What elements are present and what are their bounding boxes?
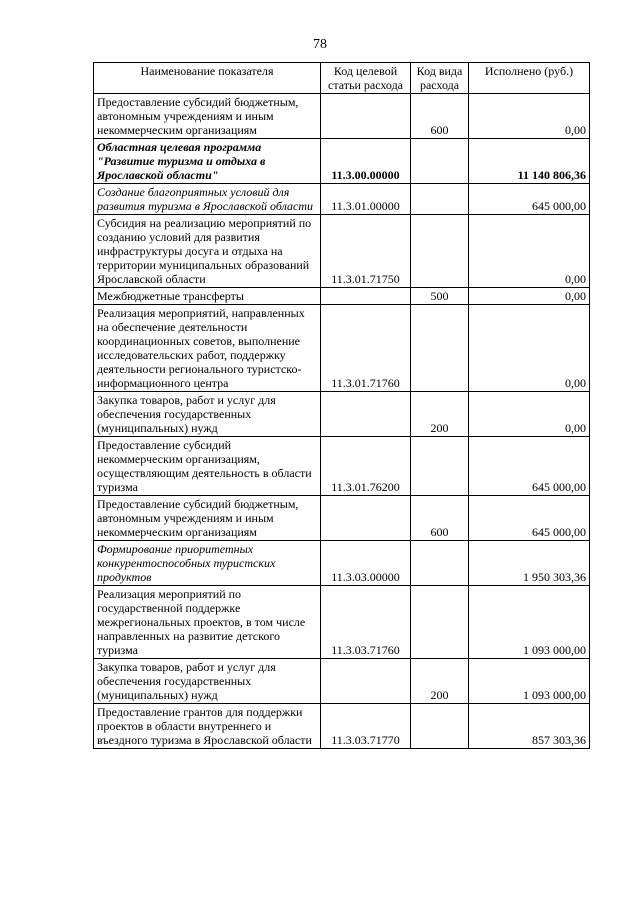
row-amount-cell: 1 093 000,00 xyxy=(469,586,590,659)
row-amount-cell: 0,00 xyxy=(469,94,590,139)
row-code-cell: 11.3.01.00000 xyxy=(321,184,411,215)
row-code-cell: 11.3.01.76200 xyxy=(321,437,411,496)
row-kind-cell xyxy=(411,541,469,586)
row-amount-cell: 0,00 xyxy=(469,215,590,288)
row-kind-cell xyxy=(411,437,469,496)
table-row xyxy=(94,496,590,541)
row-name-cell: Реализация мероприятий по государственной поддержке межрегиональных проектов, в том числе направленных на развитие детского туризма xyxy=(94,586,321,659)
table-row xyxy=(94,305,590,392)
page-number: 78 xyxy=(313,37,327,52)
row-name-cell: Предоставление субсидий некоммерческим организациям, осуществляющим деятельность в области туризма xyxy=(94,437,321,496)
row-amount-cell: 645 000,00 xyxy=(469,496,590,541)
row-code-cell: 11.3.03.00000 xyxy=(321,541,411,586)
row-kind-cell: 200 xyxy=(411,392,469,437)
row-amount-cell: 0,00 xyxy=(469,288,590,305)
row-name-cell: Предоставление грантов для поддержки проектов в области внутреннего и въездного туризма в Ярославской области xyxy=(94,704,321,749)
row-name-cell: Формирование приоритетных конкурентоспособных туристских продуктов xyxy=(94,541,321,586)
table-row xyxy=(94,139,590,184)
row-name-cell: Субсидия на реализацию мероприятий по созданию условий для развития инфраструктуры досуга и отдыха на территории муниципальных образований Ярославской области xyxy=(94,215,321,288)
row-code-cell xyxy=(321,288,411,305)
row-amount-cell: 645 000,00 xyxy=(469,437,590,496)
header-target-code: Код целевой статьи расхода xyxy=(321,63,411,94)
budget-table xyxy=(93,62,590,749)
table-row xyxy=(94,659,590,704)
row-name-cell: Создание благоприятных условий для развития туризма в Ярославской области xyxy=(94,184,321,215)
row-name-cell: Реализация мероприятий, направленных на обеспечение деятельности координационных советов, выполнение исследовательских работ, поддержку деятельности регионального туристско-информационного центра xyxy=(94,305,321,392)
row-code-cell: 11.3.01.71760 xyxy=(321,305,411,392)
row-kind-cell xyxy=(411,184,469,215)
row-name-cell: Предоставление субсидий бюджетным, автономным учреждениям и иным некоммерческим организациям xyxy=(94,496,321,541)
header-expense-kind: Код вида расхода xyxy=(411,63,469,94)
row-name-cell: Областная целевая программа "Развитие туризма и отдыха в Ярославской области" xyxy=(94,139,321,184)
row-code-cell xyxy=(321,496,411,541)
row-kind-cell xyxy=(411,586,469,659)
row-amount-cell: 1 950 303,36 xyxy=(469,541,590,586)
row-kind-cell xyxy=(411,139,469,184)
table-row xyxy=(94,184,590,215)
row-code-cell: 11.3.01.71750 xyxy=(321,215,411,288)
row-kind-cell xyxy=(411,704,469,749)
row-amount-cell: 0,00 xyxy=(469,305,590,392)
header-indicator-name: Наименование показателя xyxy=(94,63,321,94)
table-row xyxy=(94,704,590,749)
row-code-cell xyxy=(321,392,411,437)
table-row xyxy=(94,541,590,586)
table-row xyxy=(94,288,590,305)
row-code-cell: 11.3.03.71770 xyxy=(321,704,411,749)
row-code-cell xyxy=(321,94,411,139)
row-name-cell: Закупка товаров, работ и услуг для обеспечения государственных (муниципальных) нужд xyxy=(94,659,321,704)
row-name-cell: Предоставление субсидий бюджетным, автономным учреждениям и иным некоммерческим организациям xyxy=(94,94,321,139)
table-row xyxy=(94,392,590,437)
row-kind-cell xyxy=(411,215,469,288)
row-amount-cell: 645 000,00 xyxy=(469,184,590,215)
row-code-cell xyxy=(321,659,411,704)
row-kind-cell: 200 xyxy=(411,659,469,704)
row-kind-cell: 600 xyxy=(411,496,469,541)
row-kind-cell: 600 xyxy=(411,94,469,139)
table-row xyxy=(94,437,590,496)
row-amount-cell: 0,00 xyxy=(469,392,590,437)
row-amount-cell: 1 093 000,00 xyxy=(469,659,590,704)
table-header-row xyxy=(94,63,590,94)
table-row xyxy=(94,215,590,288)
row-code-cell: 11.3.00.00000 xyxy=(321,139,411,184)
row-amount-cell: 857 303,36 xyxy=(469,704,590,749)
row-amount-cell: 11 140 806,36 xyxy=(469,139,590,184)
row-code-cell: 11.3.03.71760 xyxy=(321,586,411,659)
row-kind-cell xyxy=(411,305,469,392)
header-executed-amount: Исполнено (руб.) xyxy=(469,63,590,94)
table-row xyxy=(94,94,590,139)
row-name-cell: Межбюджетные трансферты xyxy=(94,288,321,305)
row-kind-cell: 500 xyxy=(411,288,469,305)
table-row xyxy=(94,586,590,659)
row-name-cell: Закупка товаров, работ и услуг для обеспечения государственных (муниципальных) нужд xyxy=(94,392,321,437)
